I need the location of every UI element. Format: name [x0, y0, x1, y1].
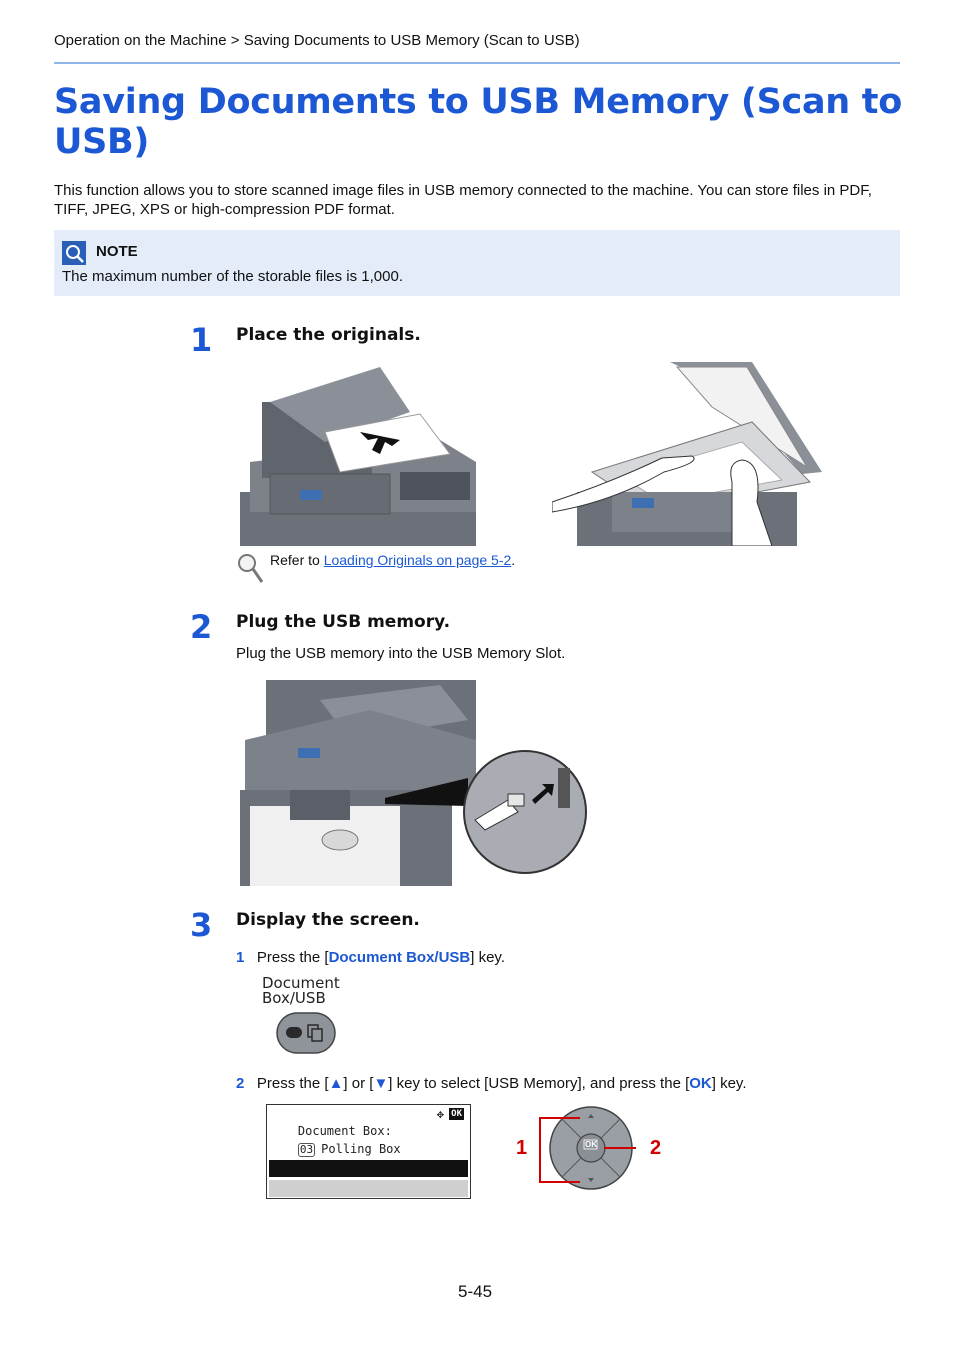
up-arrow-icon: ▲ — [328, 1075, 344, 1092]
magnifier-icon — [236, 552, 264, 584]
ok-key-ref: OK — [689, 1075, 712, 1092]
header-divider — [54, 62, 900, 64]
ok-badge-icon: OK — [451, 1109, 462, 1119]
lcd-row-job-box[interactable] — [269, 1142, 468, 1159]
note-label: NOTE — [96, 243, 138, 260]
lcd-footer-bar — [269, 1180, 468, 1197]
lcd-row-label: Polling Box — [321, 1142, 401, 1156]
substep-1-prefix: Press the [ — [256, 949, 329, 966]
substep-1-number: 1 — [236, 949, 245, 966]
loading-originals-link[interactable]: Loading Originals on page 5-2 — [323, 552, 512, 568]
substep-2-prefix: Press the [ — [256, 1075, 329, 1092]
lcd-row-number: 03 — [299, 1143, 314, 1156]
callout-2: 2 — [650, 1137, 662, 1159]
breadcrumb: Operation on the Machine > Saving Documents to USB Memory (Scan to USB) — [54, 32, 580, 49]
lcd-title-row — [269, 1106, 468, 1138]
step-number-3: 3 — [190, 906, 213, 944]
document-box-usb-key[interactable] — [276, 1012, 336, 1054]
note-icon — [62, 241, 86, 265]
substep-2-number: 2 — [236, 1075, 245, 1092]
intro-paragraph: This function allows you to store scanned image files in USB memory connected to the machine. You can store files in PDF, TIFF, JPEG, XPS or high-compression PDF format. — [54, 182, 872, 218]
document-box-usb-key-ref: Document Box/USB — [328, 949, 471, 966]
substep-2-suffix: ] key. — [711, 1075, 747, 1092]
note-box — [54, 230, 900, 296]
step-title-3: Display the screen. — [236, 910, 420, 930]
note-text: The maximum number of the storable files is 1,000. — [62, 268, 403, 285]
dial-ok-label: OK — [585, 1140, 597, 1149]
down-arrow-icon: ▼ — [373, 1075, 389, 1092]
substep-1-suffix: ] key. — [470, 949, 505, 966]
key-label-line-2: Box/USB — [262, 989, 326, 1007]
step-number-2: 2 — [190, 608, 213, 646]
cross-arrows-icon: ✥ — [436, 1107, 444, 1121]
substep-1 — [236, 949, 505, 966]
platen-illustration — [552, 362, 822, 546]
substep-2 — [236, 1075, 746, 1092]
lcd-screen — [266, 1104, 471, 1199]
key-label-line-1: Document — [262, 974, 340, 992]
refer-line — [270, 552, 515, 568]
step-title-1: Place the originals. — [236, 325, 421, 345]
page-number: 5-45 — [458, 1282, 493, 1301]
substep-2-mid2: ] key to select [USB Memory], and press the [ — [388, 1075, 690, 1092]
step-2-text: Plug the USB memory into the USB Memory Slot. — [236, 645, 566, 662]
refer-prefix: Refer to — [270, 552, 324, 568]
callout-1: 1 — [516, 1137, 528, 1159]
lcd-row-polling-box[interactable] — [269, 1124, 468, 1156]
lcd-row-usb-memory[interactable] — [269, 1160, 468, 1177]
lcd-title: Document Box: — [297, 1124, 392, 1138]
key-label — [262, 976, 340, 1006]
step-number-1: 1 — [190, 321, 213, 359]
substep-2-mid: ] or [ — [343, 1075, 374, 1092]
step-title-2: Plug the USB memory. — [236, 612, 451, 632]
page-title: Saving Documents to USB Memory (Scan to USB) — [54, 82, 902, 162]
usb-illustration — [240, 680, 590, 886]
refer-suffix: . — [511, 552, 516, 568]
adf-loading-illustration — [240, 362, 476, 546]
